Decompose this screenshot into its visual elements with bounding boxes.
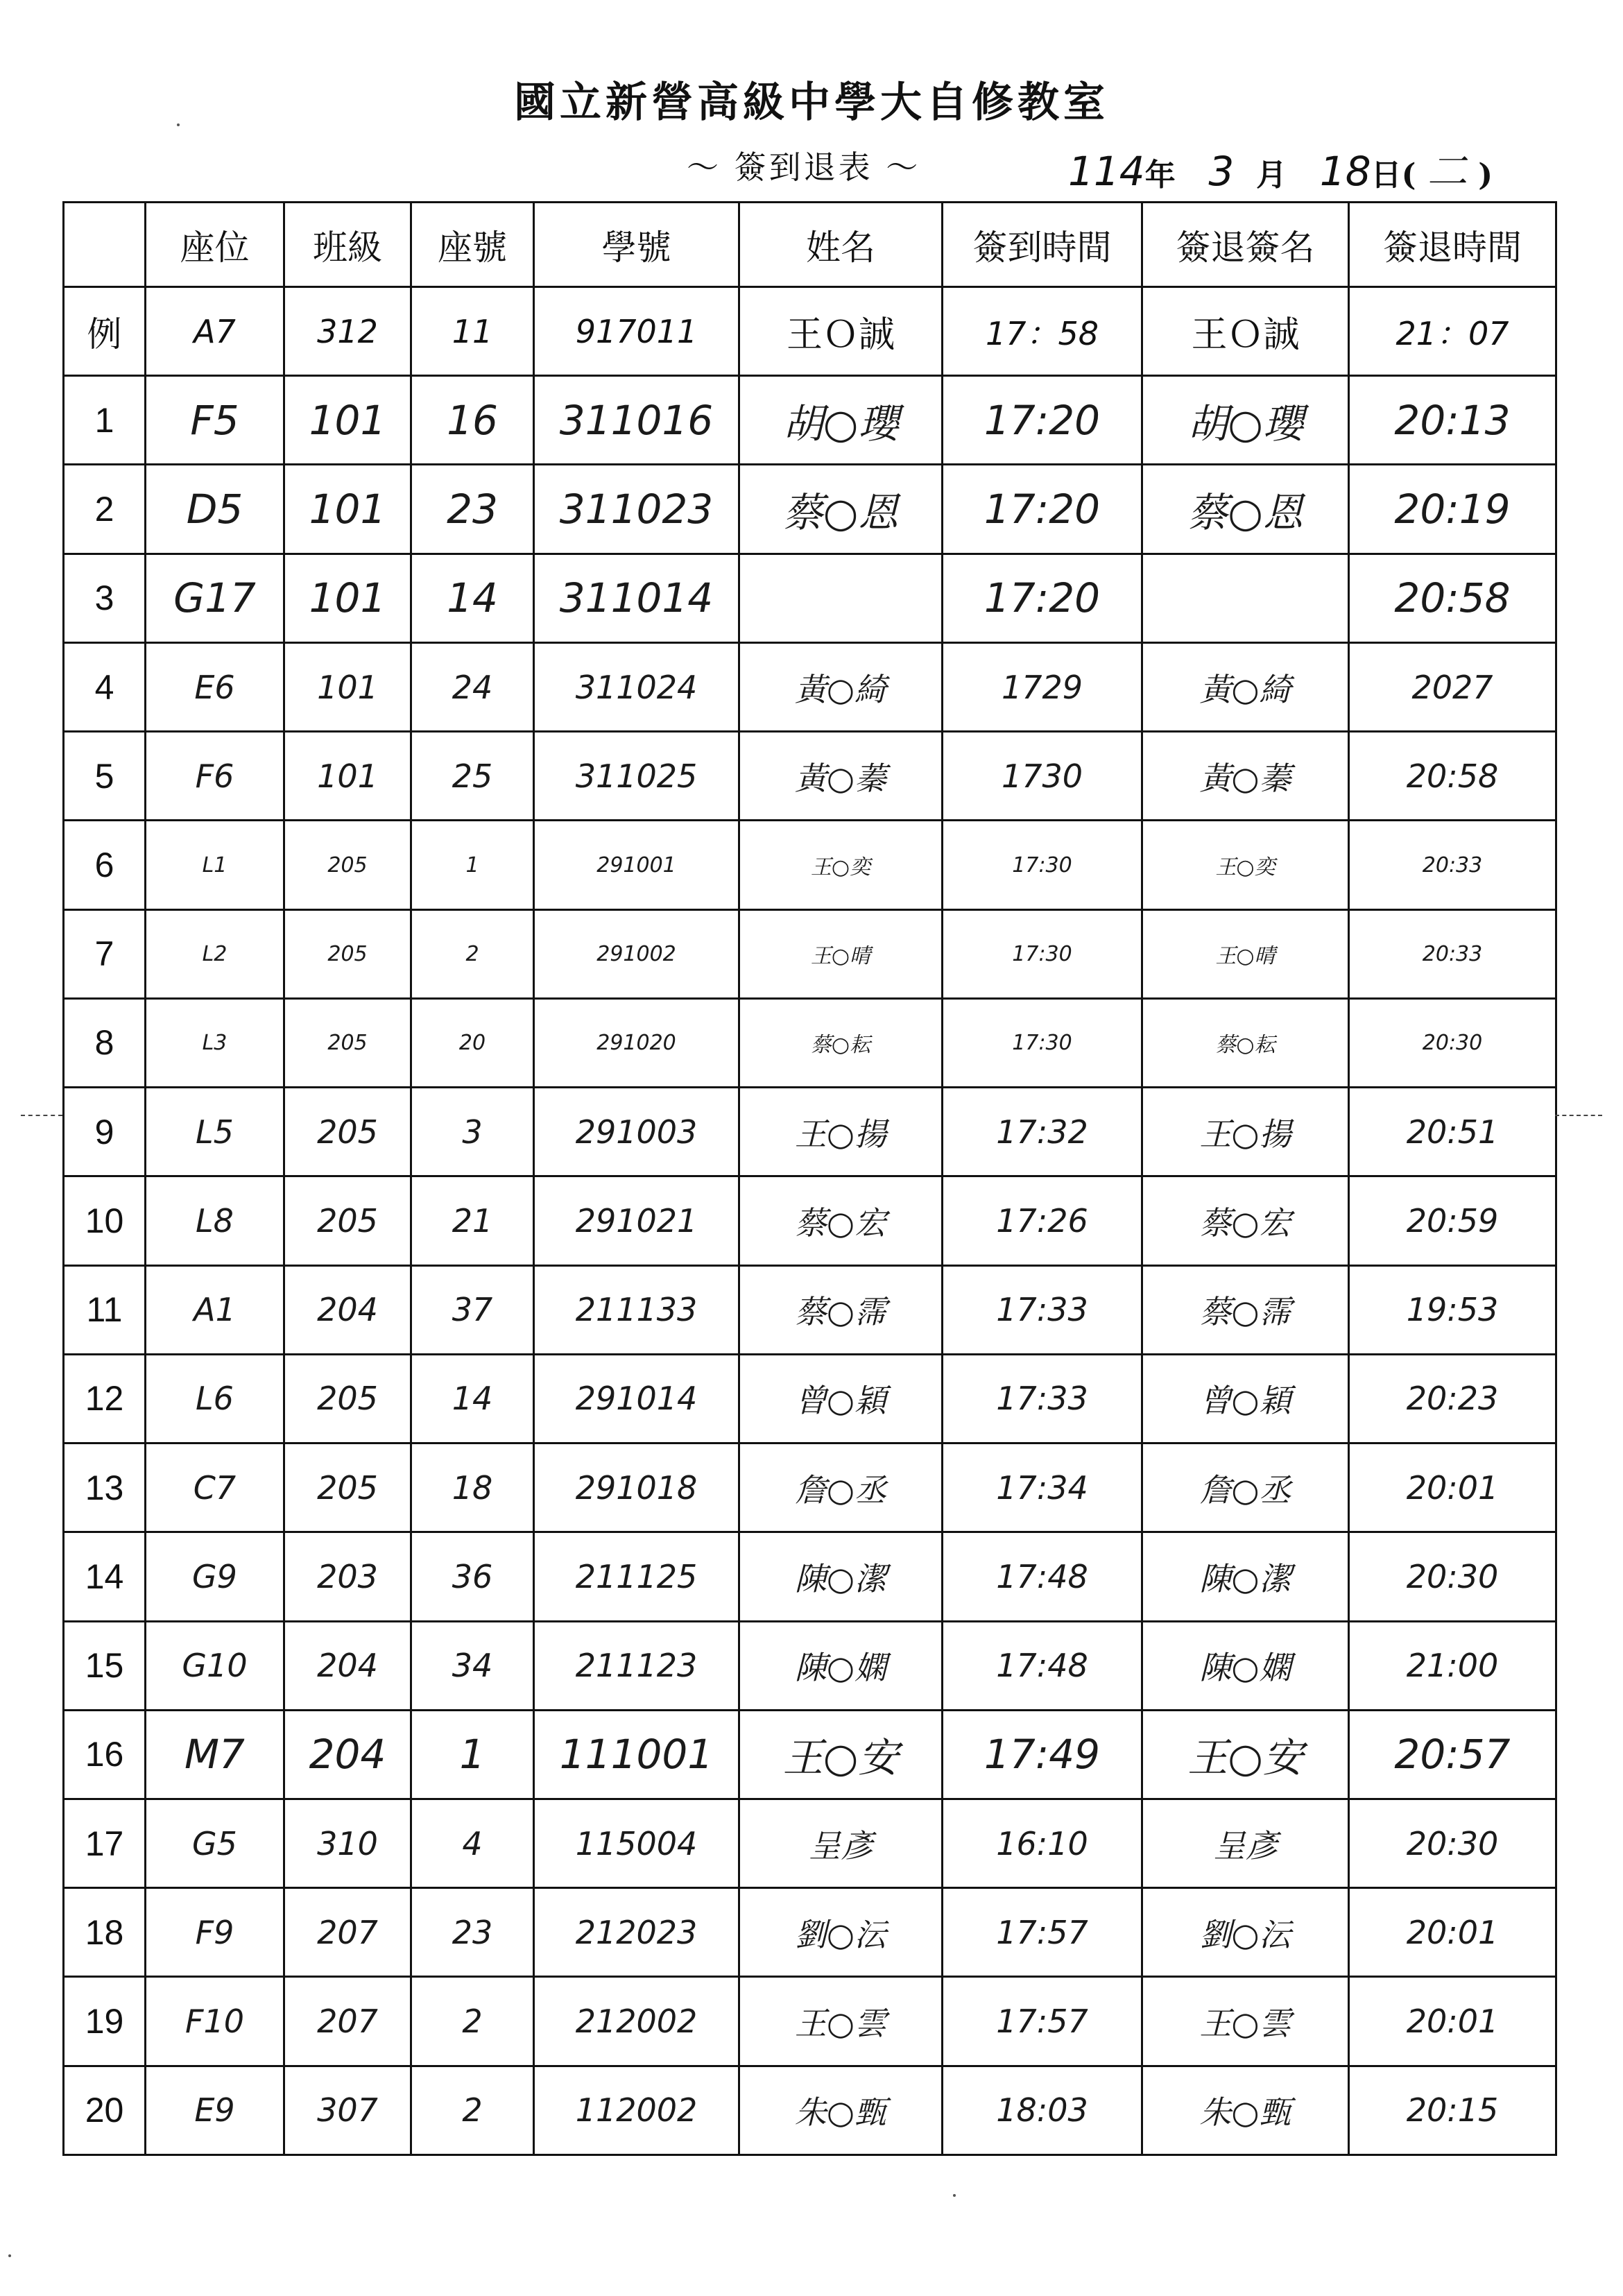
cell-sign-out-time: 20:13	[1349, 376, 1556, 465]
date-weekday-close: )	[1478, 157, 1493, 193]
cell-sign-out-time: 20:19	[1349, 465, 1556, 554]
cell-sign-out-time: 20:33	[1349, 909, 1556, 998]
column-header-seat: 座位	[146, 203, 284, 287]
cell-student-id: 311025	[534, 732, 739, 821]
cell-sign-in-time: 17:48	[943, 1621, 1142, 1710]
cell-seat: D5	[146, 465, 284, 554]
column-header-student-id: 學號	[534, 203, 739, 287]
row-index: 19	[64, 1977, 146, 2066]
cell-class: 205	[284, 909, 411, 998]
cell-sign-in-time: 17:30	[943, 821, 1142, 909]
row-index: 18	[64, 1888, 146, 1977]
date-weekday-open: (	[1401, 157, 1416, 193]
cell-sign-in-time: 17:49	[943, 1710, 1142, 1799]
cell-class: 101	[284, 732, 411, 821]
table-row	[64, 1088, 1556, 1176]
cell-sign-in-time: 17:30	[943, 998, 1142, 1087]
date-day-unit: 日	[1371, 157, 1402, 193]
table-row	[64, 465, 1556, 554]
cell-student-id: 291018	[534, 1443, 739, 1532]
cell-class: 205	[284, 1443, 411, 1532]
cell-sign-in-time: 17:57	[943, 1888, 1142, 1977]
cell-seat-no: 2	[411, 909, 534, 998]
cell-seat-no: 3	[411, 1088, 534, 1176]
cell-class: 205	[284, 1176, 411, 1265]
cell-seat-no: 34	[411, 1621, 534, 1710]
cell-sign-out-name: 蔡○霈	[1142, 1265, 1349, 1354]
cell-sign-in-time: 17:30	[943, 909, 1142, 998]
row-index: 例	[64, 287, 146, 376]
cell-name: 王○奕	[739, 821, 943, 909]
cell-sign-out-time: 20:01	[1349, 1977, 1556, 2066]
table-row	[64, 909, 1556, 998]
table-row	[64, 821, 1556, 909]
cell-name: 蔡○霈	[739, 1265, 943, 1354]
cell-sign-in-time: 17:32	[943, 1088, 1142, 1176]
cell-seat: G17	[146, 554, 284, 642]
cell-name	[739, 554, 943, 642]
row-index: 15	[64, 1621, 146, 1710]
cell-seat-no: 11	[411, 287, 534, 376]
table-row	[64, 1977, 1556, 2066]
cell-sign-out-time: 19:53	[1349, 1265, 1556, 1354]
cell-sign-out-name: 陳○潔	[1142, 1532, 1349, 1621]
cell-seat-no: 4	[411, 1799, 534, 1887]
cell-sign-out-name	[1142, 554, 1349, 642]
cell-sign-out-time: 20:58	[1349, 554, 1556, 642]
cell-sign-in-time: 17：58	[943, 287, 1142, 376]
column-header-name: 姓名	[739, 203, 943, 287]
scan-speck	[177, 123, 180, 126]
cell-seat-no: 14	[411, 1354, 534, 1443]
cell-sign-in-time: 1729	[943, 642, 1142, 731]
table-row	[64, 1888, 1556, 1977]
cell-name: 蔡○宏	[739, 1176, 943, 1265]
row-index: 11	[64, 1265, 146, 1354]
cell-seat: F6	[146, 732, 284, 821]
column-header-seat-no: 座號	[411, 203, 534, 287]
cell-sign-out-name: 劉○沄	[1142, 1888, 1349, 1977]
cell-sign-out-time: 20:30	[1349, 998, 1556, 1087]
column-header-sign-out-time: 簽退時間	[1349, 203, 1556, 287]
cell-sign-out-name: 蔡○宏	[1142, 1176, 1349, 1265]
row-index: 14	[64, 1532, 146, 1621]
cell-sign-out-time: 20:23	[1349, 1354, 1556, 1443]
cell-class: 307	[284, 2066, 411, 2154]
table-row	[64, 732, 1556, 821]
table-row	[64, 1265, 1556, 1354]
row-index: 2	[64, 465, 146, 554]
cell-name: 王○揚	[739, 1088, 943, 1176]
cell-sign-in-time: 17:33	[943, 1265, 1142, 1354]
cell-seat: L1	[146, 821, 284, 909]
cell-student-id: 291021	[534, 1176, 739, 1265]
cell-seat: A7	[146, 287, 284, 376]
cell-class: 205	[284, 998, 411, 1087]
example-row	[64, 287, 1556, 376]
cell-class: 204	[284, 1265, 411, 1354]
cell-name: 曾○穎	[739, 1354, 943, 1443]
cell-sign-out-name: 詹○丞	[1142, 1443, 1349, 1532]
cell-name: 王○安	[739, 1710, 943, 1799]
cell-student-id: 311014	[534, 554, 739, 642]
cell-seat: L6	[146, 1354, 284, 1443]
date-year: 114	[1068, 148, 1145, 195]
cell-seat: L3	[146, 998, 284, 1087]
cell-sign-in-time: 17:20	[943, 376, 1142, 465]
cell-sign-in-time: 17:20	[943, 554, 1142, 642]
cell-sign-out-name: 蔡○恩	[1142, 465, 1349, 554]
cell-seat: L2	[146, 909, 284, 998]
cell-class: 205	[284, 1354, 411, 1443]
cell-sign-out-name: 王○晴	[1142, 909, 1349, 998]
cell-seat-no: 16	[411, 376, 534, 465]
cell-sign-in-time: 17:34	[943, 1443, 1142, 1532]
cell-seat: E6	[146, 642, 284, 731]
cell-seat-no: 20	[411, 998, 534, 1087]
cell-student-id: 291001	[534, 821, 739, 909]
cell-sign-out-name: 王○安	[1142, 1710, 1349, 1799]
cell-seat: F9	[146, 1888, 284, 1977]
cell-seat: M7	[146, 1710, 284, 1799]
cell-sign-out-name: 曾○穎	[1142, 1354, 1349, 1443]
header-row	[64, 203, 1556, 287]
row-index: 9	[64, 1088, 146, 1176]
cell-sign-out-name: 朱○甄	[1142, 2066, 1349, 2154]
cell-seat-no: 2	[411, 1977, 534, 2066]
cell-sign-out-time: 20:59	[1349, 1176, 1556, 1265]
column-header-index	[64, 203, 146, 287]
cell-class: 207	[284, 1977, 411, 2066]
cell-seat-no: 1	[411, 821, 534, 909]
row-index: 8	[64, 998, 146, 1087]
scan-speck	[8, 2254, 11, 2257]
cell-sign-out-name: 王○揚	[1142, 1088, 1349, 1176]
cell-seat-no: 23	[411, 465, 534, 554]
cell-sign-in-time: 17:33	[943, 1354, 1142, 1443]
table-row	[64, 554, 1556, 642]
cell-name: 王○雲	[739, 1977, 943, 2066]
column-header-sign-in-time: 簽到時間	[943, 203, 1142, 287]
form-subtitle: ～ 簽到退表 ～	[687, 148, 921, 186]
cell-seat: G9	[146, 1532, 284, 1621]
cell-sign-out-name: 王○奕	[1142, 821, 1349, 909]
cell-student-id: 111001	[534, 1710, 739, 1799]
cell-sign-out-name: 王○雲	[1142, 1977, 1349, 2066]
cell-student-id: 291020	[534, 998, 739, 1087]
table-row	[64, 1443, 1556, 1532]
cell-class: 204	[284, 1621, 411, 1710]
table-row	[64, 642, 1556, 731]
cell-student-id: 211125	[534, 1532, 739, 1621]
cell-class: 101	[284, 376, 411, 465]
cell-sign-out-time: 20:58	[1349, 732, 1556, 821]
table-row	[64, 1710, 1556, 1799]
cell-seat-no: 2	[411, 2066, 534, 2154]
column-header-sign-out-name: 簽退簽名	[1142, 203, 1349, 287]
row-index: 7	[64, 909, 146, 998]
cell-student-id: 112002	[534, 2066, 739, 2154]
row-index: 17	[64, 1799, 146, 1887]
cell-name: 王○晴	[739, 909, 943, 998]
cell-sign-in-time: 17:20	[943, 465, 1142, 554]
cell-class: 207	[284, 1888, 411, 1977]
cell-sign-out-time: 20:51	[1349, 1088, 1556, 1176]
cell-sign-out-name: 黃○蓁	[1142, 732, 1349, 821]
cell-name: 蔡○耘	[739, 998, 943, 1087]
table-row	[64, 1354, 1556, 1443]
cell-seat-no: 25	[411, 732, 534, 821]
row-index: 4	[64, 642, 146, 731]
cell-class: 204	[284, 1710, 411, 1799]
cell-sign-out-time: 21：07	[1349, 287, 1556, 376]
cell-sign-out-time: 2027	[1349, 642, 1556, 731]
cell-sign-out-name: 胡○瓔	[1142, 376, 1349, 465]
cell-name: 朱○甄	[739, 2066, 943, 2154]
cell-seat-no: 36	[411, 1532, 534, 1621]
cell-seat-no: 1	[411, 1710, 534, 1799]
row-index: 13	[64, 1443, 146, 1532]
cell-name: 呈彥	[739, 1799, 943, 1887]
table-row	[64, 1621, 1556, 1710]
cell-class: 310	[284, 1799, 411, 1887]
table-row	[64, 998, 1556, 1087]
table-row	[64, 2066, 1556, 2154]
cell-sign-out-time: 20:30	[1349, 1799, 1556, 1887]
cell-student-id: 211133	[534, 1265, 739, 1354]
cell-student-id: 917011	[534, 287, 739, 376]
sign-in-table	[62, 201, 1557, 2156]
cell-sign-in-time: 16:10	[943, 1799, 1142, 1887]
cell-name: 陳○嫻	[739, 1621, 943, 1710]
cell-sign-in-time: 17:26	[943, 1176, 1142, 1265]
cell-seat: L8	[146, 1176, 284, 1265]
cell-sign-out-time: 21:00	[1349, 1621, 1556, 1710]
page-title: 國立新營高級中學大自修教室	[514, 78, 1109, 127]
cell-student-id: 291003	[534, 1088, 739, 1176]
date-weekday: 二	[1427, 148, 1468, 195]
cell-student-id: 115004	[534, 1799, 739, 1887]
cell-name: 王Ｏ誠	[739, 287, 943, 376]
cell-name: 胡○瓔	[739, 376, 943, 465]
cell-sign-in-time: 1730	[943, 732, 1142, 821]
cell-student-id: 212023	[534, 1888, 739, 1977]
cell-sign-out-time: 20:30	[1349, 1532, 1556, 1621]
row-index: 20	[64, 2066, 146, 2154]
cell-seat: G5	[146, 1799, 284, 1887]
cell-seat: L5	[146, 1088, 284, 1176]
cell-seat-no: 18	[411, 1443, 534, 1532]
table-row	[64, 1799, 1556, 1887]
row-index: 6	[64, 821, 146, 909]
cell-sign-out-time: 20:33	[1349, 821, 1556, 909]
cell-name: 陳○潔	[739, 1532, 943, 1621]
cell-sign-out-name: 蔡○耘	[1142, 998, 1349, 1087]
cell-sign-out-name: 呈彥	[1142, 1799, 1349, 1887]
cell-class: 312	[284, 287, 411, 376]
scan-speck	[953, 2194, 956, 2197]
cell-student-id: 291002	[534, 909, 739, 998]
cell-sign-out-name: 陳○嫻	[1142, 1621, 1349, 1710]
cell-class: 203	[284, 1532, 411, 1621]
cell-student-id: 291014	[534, 1354, 739, 1443]
row-index: 3	[64, 554, 146, 642]
cell-seat: G10	[146, 1621, 284, 1710]
date-day: 18	[1319, 148, 1371, 195]
date-month: 3	[1208, 148, 1235, 195]
scan-dash-left	[21, 1115, 62, 1116]
cell-name: 黃○蓁	[739, 732, 943, 821]
scan-dash-right	[1555, 1115, 1602, 1116]
cell-sign-in-time: 18:03	[943, 2066, 1142, 2154]
row-index: 12	[64, 1354, 146, 1443]
cell-class: 101	[284, 465, 411, 554]
table-row	[64, 1176, 1556, 1265]
row-index: 10	[64, 1176, 146, 1265]
cell-class: 205	[284, 1088, 411, 1176]
row-index: 16	[64, 1710, 146, 1799]
cell-name: 詹○丞	[739, 1443, 943, 1532]
column-header-class: 班級	[284, 203, 411, 287]
cell-seat-no: 23	[411, 1888, 534, 1977]
cell-sign-in-time: 17:57	[943, 1977, 1142, 2066]
cell-seat-no: 24	[411, 642, 534, 731]
cell-sign-out-time: 20:15	[1349, 2066, 1556, 2154]
cell-seat-no: 14	[411, 554, 534, 642]
cell-class: 101	[284, 642, 411, 731]
cell-sign-out-time: 20:01	[1349, 1443, 1556, 1532]
cell-student-id: 311023	[534, 465, 739, 554]
row-index: 1	[64, 376, 146, 465]
row-index: 5	[64, 732, 146, 821]
cell-student-id: 211123	[534, 1621, 739, 1710]
cell-student-id: 311016	[534, 376, 739, 465]
cell-seat-no: 37	[411, 1265, 534, 1354]
cell-seat: A1	[146, 1265, 284, 1354]
cell-student-id: 212002	[534, 1977, 739, 2066]
cell-seat-no: 21	[411, 1176, 534, 1265]
cell-seat: E9	[146, 2066, 284, 2154]
cell-sign-out-time: 20:01	[1349, 1888, 1556, 1977]
cell-name: 黃○綺	[739, 642, 943, 731]
cell-student-id: 311024	[534, 642, 739, 731]
cell-name: 劉○沄	[739, 1888, 943, 1977]
cell-sign-out-name: 黃○綺	[1142, 642, 1349, 731]
date-year-unit: 年	[1144, 157, 1176, 193]
cell-seat: F5	[146, 376, 284, 465]
form-date	[1068, 139, 1493, 197]
cell-seat: C7	[146, 1443, 284, 1532]
cell-seat: F10	[146, 1977, 284, 2066]
cell-class: 101	[284, 554, 411, 642]
cell-sign-out-name: 王Ｏ誠	[1142, 287, 1349, 376]
cell-class: 205	[284, 821, 411, 909]
cell-sign-in-time: 17:48	[943, 1532, 1142, 1621]
table-row	[64, 376, 1556, 465]
cell-sign-out-time: 20:57	[1349, 1710, 1556, 1799]
cell-name: 蔡○恩	[739, 465, 943, 554]
date-month-unit: 月	[1256, 157, 1287, 193]
table-row	[64, 1532, 1556, 1621]
